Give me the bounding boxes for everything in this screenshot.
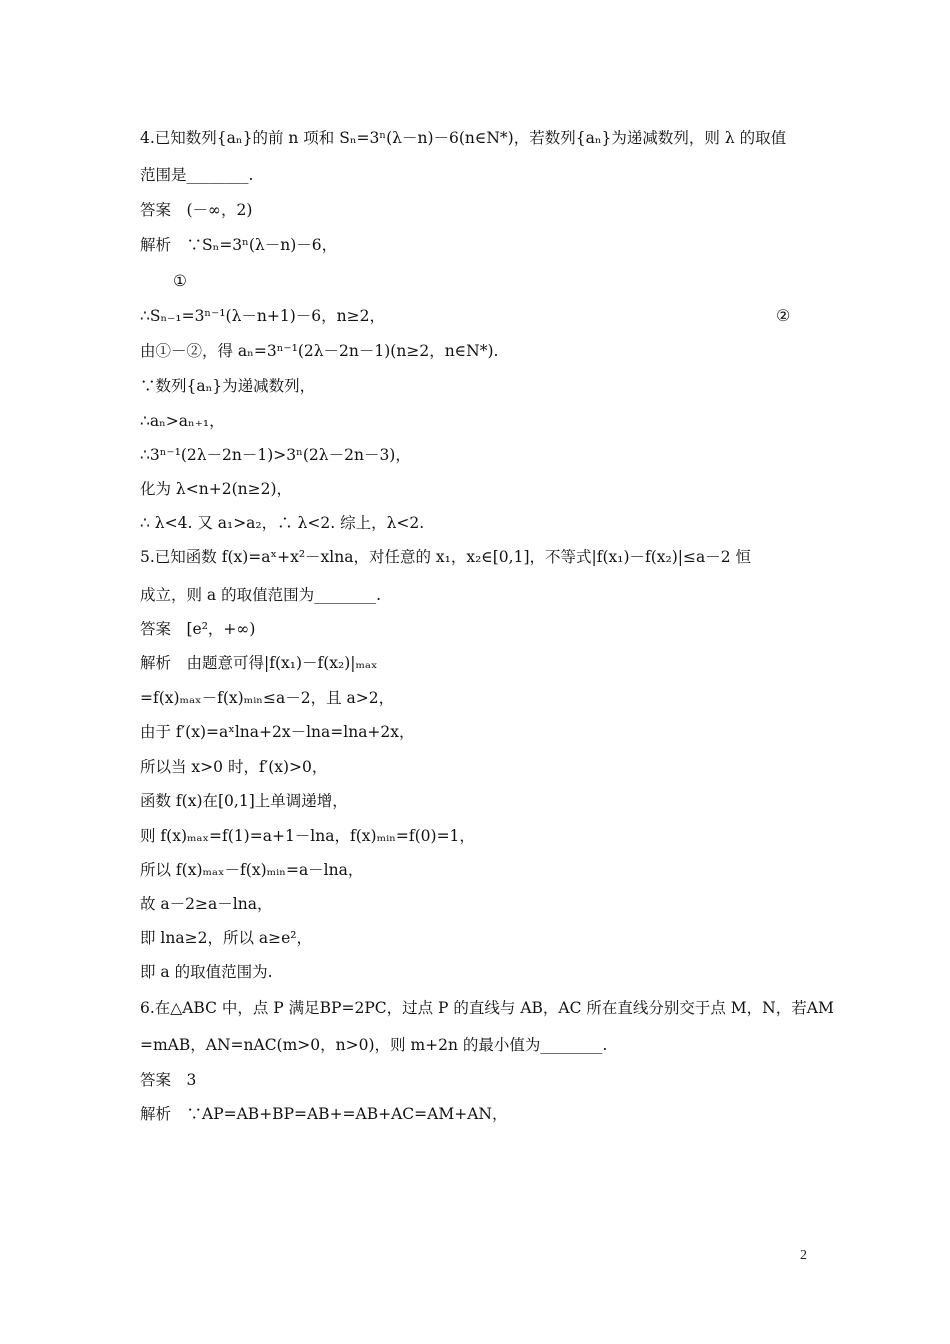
text-line: 即 a 的取值范围为. <box>140 963 273 981</box>
text-line: 由①－②，得 aₙ=3ⁿ⁻¹(2λ－2n－1)(n≥2，n∈N*). <box>140 342 499 360</box>
text-line: 所以 f(x)ₘₐₓ－f(x)ₘᵢₙ=a－lna， <box>140 861 364 879</box>
answer-line: 答案 3 <box>140 1071 197 1089</box>
text-line: ∴ λ<4. 又 a₁>a₂，∴ λ<2. 综上，λ<2. <box>140 514 425 532</box>
text-line: 5.已知函数 f(x)=aˣ+x²－xlna，对任意的 x₁，x₂∈[0,1]，不等式|f(x₁)－f(x₂)|≤a－2 恒 <box>140 548 752 566</box>
text-line: 故 a－2≥a－lna， <box>140 895 273 913</box>
text-line: 化为 λ<n+2(n≥2)， <box>140 480 292 498</box>
equation-marker-two: ② <box>776 306 791 325</box>
page-number: 2 <box>800 1248 807 1263</box>
analysis-line: 解析 由题意可得|f(x₁)－f(x₂)|ₘₐₓ <box>140 654 378 672</box>
text-line: 成立，则 a 的取值范围为________. <box>140 586 382 604</box>
analysis-line: 解析 ∵AP=AB+BP=AB+=AB+AC=AM+AN， <box>140 1105 508 1123</box>
text-line: =f(x)ₘₐₓ－f(x)ₘᵢₙ≤a－2，且 a>2， <box>140 689 395 707</box>
text-line: 4.已知数列{aₙ}的前 n 项和 Sₙ=3ⁿ(λ－n)－6(n∈N*)，若数列{aₙ}为递减数列，则 λ 的取值 <box>140 129 787 147</box>
text-line: =mAB，AN=nAC(m>0，n>0)，则 m+2n 的最小值为________. <box>140 1036 608 1054</box>
text-line: ∴Sₙ₋₁=3ⁿ⁻¹(λ－n+1)－6，n≥2， <box>140 307 385 325</box>
text-line: ∵数列{aₙ}为递减数列， <box>140 377 316 395</box>
equation-marker-one: ① <box>173 272 187 290</box>
text-line: 即 lna≥2，所以 a≥e²， <box>140 929 312 947</box>
text-line: ∴3ⁿ⁻¹(2λ－2n－1)>3ⁿ(2λ－2n－3)， <box>140 446 411 464</box>
text-line: 所以当 x>0 时，f′(x)>0， <box>140 758 328 776</box>
text-line: 则 f(x)ₘₐₓ=f(1)=a+1－lna，f(x)ₘᵢₙ=f(0)=1， <box>140 827 475 845</box>
answer-line: 答案 [e²，+∞) <box>140 620 256 638</box>
text-line: 函数 f(x)在[0,1]上单调递增， <box>140 792 348 810</box>
text-line: 6.在△ABC 中，点 P 满足BP=2PC，过点 P 的直线与 AB，AC 所在直线分别交于点 M，N，若AM <box>140 999 834 1017</box>
text-line: ∴aₙ>aₙ₊₁， <box>140 412 225 430</box>
analysis-line: 解析 ∵Sₙ=3ⁿ(λ－n)－6， <box>140 236 338 254</box>
answer-line: 答案 (－∞，2) <box>140 201 253 219</box>
text-line: 由于 f′(x)=aˣlna+2x－lna=lna+2x， <box>140 723 415 741</box>
text-line: 范围是________. <box>140 166 254 184</box>
